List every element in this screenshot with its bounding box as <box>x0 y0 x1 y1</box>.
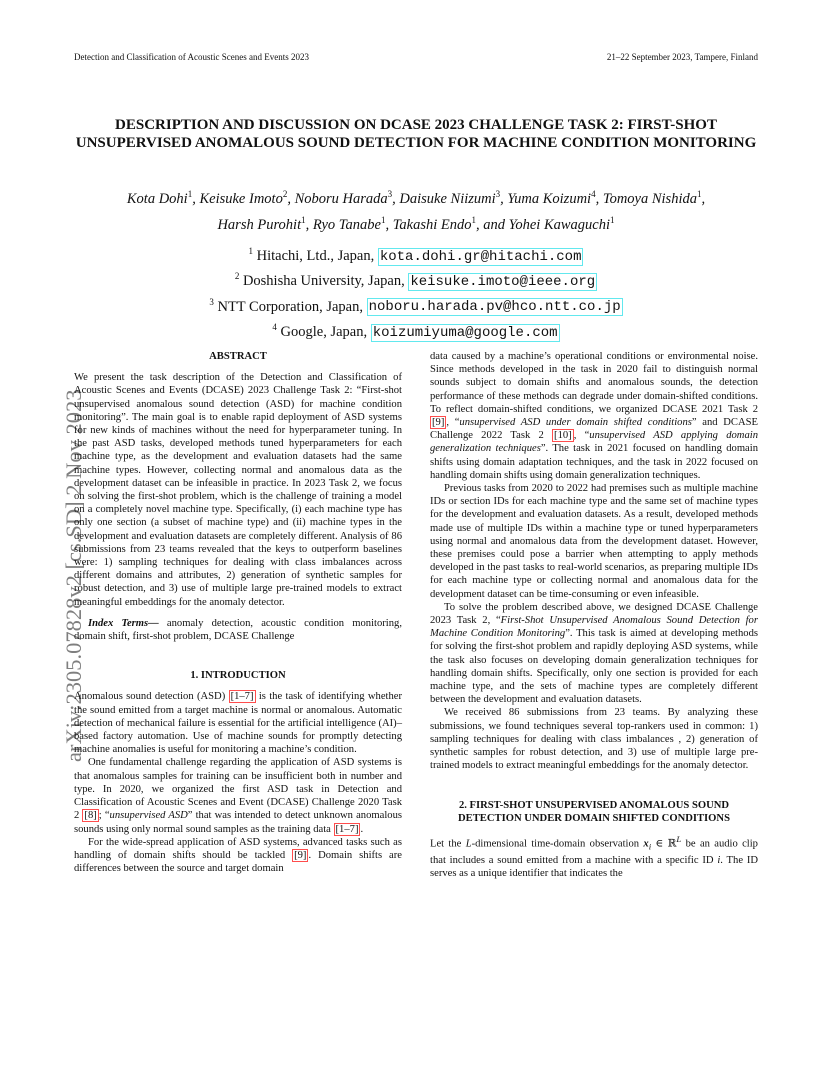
email-link[interactable]: noboru.harada.pv@hco.ntt.co.jp <box>368 299 621 316</box>
affiliation-line <box>74 293 758 318</box>
author-affil-sup: 3 <box>387 189 393 199</box>
author-affil-sup: 4 <box>591 189 596 199</box>
citation-link[interactable]: [9] <box>432 417 445 429</box>
emphasis-text: unsupervised ASD applying domain generalization techniques <box>430 430 758 455</box>
section-2-heading: 2. FIRST-SHOT UNSUPERVISED ANOMALOUS SOUND DETECTION UNDER DOMAIN SHIFTED CONDITIONS <box>458 799 730 824</box>
text-run: be an audio clip that includes a sound emitted from a machine with a specific ID <box>430 838 758 866</box>
intro-paragraph-4 <box>430 350 758 482</box>
author: Noboru Harada <box>294 190 388 207</box>
emphasis-text: First-Shot Unsupervised Anomalous Sound Detection for Machine Condition Monitoring <box>430 615 758 640</box>
text-run: is the task of identifying whether the sound emitted from a target machine is normal or anomalous. Automatic detection of mechanical failure is essential for the artificial intelligence (AI)–based factory automation. Use of machine sounds for promptly detecting machine anomalies is useful for monitoring a machine’s condition. <box>74 691 402 756</box>
email-link[interactable]: keisuke.imoto@ieee.org <box>410 274 596 291</box>
affiliation-text: Hitachi, Ltd., Japan, <box>256 247 375 264</box>
author-line-1: Kota Dohi$^1$, Keisuke Imoto$^2$, Noboru Harada$^3$, Daisuke Niizumi$^3$, Yuma Koizumi$^4$, Tomoya Nishida$^1$, <box>126 189 706 207</box>
text-run: , “ <box>446 417 460 429</box>
author-affil-sup: 3 <box>495 189 501 199</box>
author: Ryo Tanabe <box>312 216 381 233</box>
affil-sup: 4 <box>272 321 277 332</box>
math-var: x <box>643 838 649 850</box>
author: Kota Dohi <box>126 190 188 207</box>
affiliation-line <box>74 267 758 292</box>
author-affil-sup: 1 <box>301 214 306 225</box>
left-column <box>74 350 402 875</box>
intro-heading: 1. INTRODUCTION <box>190 670 286 682</box>
citation-link[interactable]: [9] <box>294 849 307 861</box>
intro-paragraph-7: We received 86 submissions from 23 teams. By analyzing these submissions, we found techniques several top-rankers used in common: 1) sampling techniques for dealing with class imbalances , 2) generation of synthetic samples for robust detection, and 3) use of multiple large pre-trained models to extract meaningful embeddings for the anomaly detector. <box>430 707 758 772</box>
author-affil-sup: 1 <box>187 189 193 199</box>
affiliation-text: Google, Japan, <box>280 323 368 340</box>
affiliation-text: Doshisha University, Japan, <box>242 273 405 290</box>
affiliation-list <box>74 242 758 343</box>
right-column <box>430 350 758 880</box>
math-var: i <box>648 841 652 852</box>
math-var: L <box>465 838 472 850</box>
text-run: Anomalous sound detection (ASD) <box>74 691 229 703</box>
arxiv-stamp <box>20 292 86 762</box>
running-header-left: Detection and Classification of Acoustic Scenes and Events 2023 <box>74 52 309 62</box>
author: Takashi Endo <box>392 216 472 233</box>
text-run: . <box>360 823 364 835</box>
paper-title: DESCRIPTION AND DISCUSSION ON DCASE 2023 CHALLENGE TASK 2: FIRST-SHOT UNSUPERVISED ANOMALOUS SOUND DETECTION FOR MACHINE CONDITION MONITORING <box>75 117 757 151</box>
emphasis-text: unsupervised ASD <box>109 810 188 822</box>
text-run: One fundamental challenge regarding the application of ASD systems is that anomalous samples for training can be insufficient both in number and type. In 2020, we organized the first ASD task in Detection and Classification of Acoustic Scenes and Event (DCASE) Challenge 2020 Task 2 <box>74 757 402 822</box>
intro-paragraph-5: Previous tasks from 2020 to 2022 had premises such as multiple machine IDs or section IDs for each machine type and the same set of machine types for the development and evaluation datasets. As a result, developed methods made use of multiple IDs within a machine type or tuned hyperparameters using normal and anomalous data from the development dataset. However, these premises could pose a barrier when attempting to apply methods developed in the past tasks to real-world scenarios, as preparing multiple IDs for each machine type or collecting normal and anomalous data for the development dataset can be time-consuming or even infeasible. <box>430 483 758 600</box>
author-affil-sup: 1 <box>380 214 386 225</box>
citation-link[interactable]: [8] <box>84 810 97 822</box>
math-var: i <box>717 854 721 866</box>
text-run: Let the <box>430 838 466 850</box>
author: Harsh Purohit <box>217 216 302 233</box>
math-var: L <box>676 833 682 844</box>
citation-link[interactable]: [1–7] <box>335 823 359 835</box>
citation-link[interactable]: [1–7] <box>230 691 254 703</box>
text-run: data caused by a machine’s operational conditions or environmental noise. Since methods developed in the task in 2020 fail to distinguish normal sounds subject to domain shifts and anomalous sounds, the detection performance of these methods can degrade under domain-shifted conditions. To reflect domain-shifted conditions, we organized DCASE 2021 Task 2 <box>430 351 758 415</box>
running-header-right: 21–22 September 2023, Tampere, Finland <box>606 52 758 62</box>
arxiv-stamp-text: arXiv:2305.07828v2 [cs.SD] 2 Nov 2023 <box>61 389 86 762</box>
author-list <box>74 184 758 236</box>
affil-sup: 1 <box>248 246 253 256</box>
author: Keisuke Imoto <box>199 190 283 207</box>
affiliation-line <box>74 242 758 267</box>
intro-paragraph-6 <box>430 601 758 707</box>
abstract-heading: ABSTRACT <box>209 351 267 362</box>
author-affil-sup: 2 <box>282 189 288 199</box>
intro-paragraph-2 <box>74 756 402 835</box>
text-run: ”. The task in 2021 focused on handling domain shifts using domain adaptation techniques, and the task in 2022 focused on handling domain shifts using domain generalization techniques. <box>430 443 758 481</box>
emphasis-text: unsupervised ASD under domain shifted conditions <box>459 417 692 429</box>
section-2-paragraph <box>430 833 758 880</box>
author-line-2: Harsh Purohit$^1$, Ryo Tanabe$^1$, Takashi Endo$^1$, and Yohei Kawaguchi$^1$ <box>217 214 615 233</box>
text-run: . Domain shifts are differences between the source and target domain <box>74 849 402 875</box>
intro-paragraph-3 <box>74 836 402 876</box>
author: Daisuke Niizumi <box>399 190 496 207</box>
affil-sup: 2 <box>234 271 240 282</box>
affiliation-line <box>74 318 758 343</box>
affiliation-text: NTT Corporation, Japan, <box>217 298 363 315</box>
index-terms-text: anomaly detection, acoustic condition monitoring, domain shift, first-shot problem, DCASE Challenge <box>74 617 402 643</box>
text-run: ; “ <box>98 810 110 822</box>
abstract-body: We present the task description of the Detection and Classification of Acoustic Scenes and Events (DCASE) 2023 Challenge Task 2: “First-shot unsupervised anomalous sound detection (ASD) for machine condition monitoring”. The main goal is to enable rapid deployment of ASD systems for new kinds of machines without the need for hyperparameter tuning. In the past ASD tasks, developed methods tuned hyperparameters for each machine type, as the development and evaluation datasets had the same machine types. However, collecting normal and anomalous data as the development dataset can be infeasible in practice. In 2023 Task 2, we focus on solving the first-shot problem, which is the challenge of training a model on a completely novel machine type. Specifically, (i) each machine type has only one section (a subset of machine type) and (ii) machine types in the development and evaluation datasets are completely different. Analysis of 86 submissions from 23 teams revealed that the keys to outperform baselines were: 1) sampling techniques for dealing with class imbalances across different domains and attributes, 2) generation of synthetic samples for robust detection, and 3) use of multiple large pre-trained models to extract meaningful embeddings for the anomaly detector. <box>74 372 402 608</box>
math-symbol: ∈ ℝ <box>651 838 677 850</box>
index-terms <box>74 617 402 643</box>
affil-sup: 3 <box>209 296 214 307</box>
text-run: ”. This task is aimed at developing methods for solving the first-shot problem and rapidly deploying ASD systems, while the task also focuses on developing domain generalization techniques for handling domain shifts. Specifically, only one section is provided for each machine type, and the sets of machine types are completely different between the development and evaluation datasets. <box>430 628 758 706</box>
text-run: , “ <box>573 430 590 442</box>
text-run: . The ID serves as a unique identifier that indicates the <box>430 854 758 879</box>
text-run: ” and DCASE Challenge 2022 Task 2 <box>430 417 759 442</box>
intro-paragraph-1 <box>74 690 402 756</box>
index-terms-label: Index Terms— <box>88 617 159 629</box>
author-affil-sup: 1 <box>610 214 615 225</box>
text-run: -dimensional time-domain observation <box>471 838 644 850</box>
author-affil-sup: 1 <box>696 189 702 199</box>
author: and Yohei Kawaguchi <box>483 216 611 233</box>
text-run: ” that was intended to detect unknown anomalous sounds using only normal sound samples as the training data <box>74 810 402 835</box>
email-link[interactable]: koizumiyuma@google.com <box>372 324 558 341</box>
text-run: To solve the problem described above, we designed DCASE Challenge 2023 Task 2, “ <box>430 601 758 627</box>
author: Yuma Koizumi <box>507 190 592 207</box>
text-run: For the wide-spread application of ASD systems, advanced tasks such as handling of domain shifts should be tackled <box>74 836 402 861</box>
email-link[interactable]: kota.dohi.gr@hitachi.com <box>379 248 582 265</box>
author-affil-sup: 1 <box>471 214 477 225</box>
author: Tomoya Nishida <box>602 190 697 207</box>
citation-link[interactable]: [10] <box>554 430 572 442</box>
